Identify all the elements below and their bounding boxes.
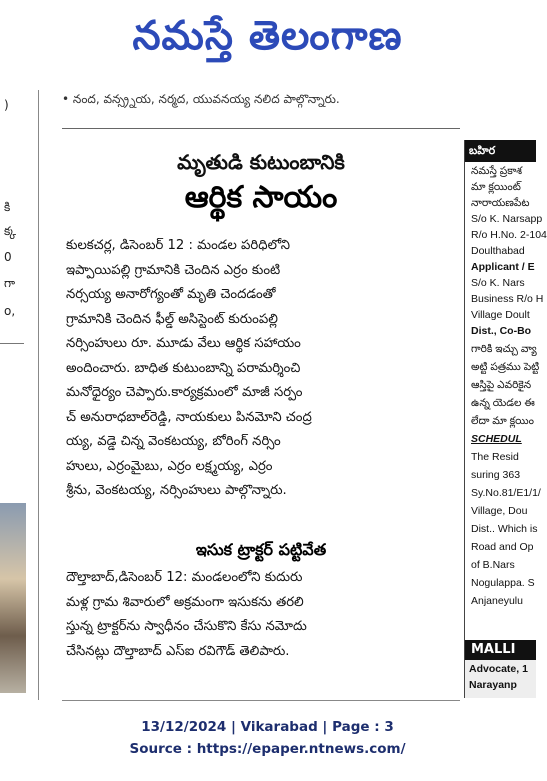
- ad-line: నారాయణపేట: [471, 197, 530, 209]
- previous-article-snippet: • నంద, వన్స్ర్నయ, నర్మద, యువనయ్య నలిద పాల్గొన్నారు.: [62, 92, 340, 106]
- left-column-fragment: [0, 88, 32, 700]
- ad-line: SCHEDUL: [471, 433, 522, 445]
- page-footer: [0, 716, 535, 760]
- article-line: గ్రామానికి చెందిన ఫీల్డ్ అసిస్టెంట్ కురుంపల్లి: [66, 311, 278, 327]
- ad-line: Applicant / E: [471, 261, 535, 273]
- article-line: మనోధైర్యం చెప్పారు.కార్యక్రమంలో మాజీ సర్పం: [66, 385, 303, 400]
- article-headline: ఆర్థిక సాయం: [184, 180, 338, 215]
- article-line: య్య, వడ్డె చిన్న వెంకటయ్య, బోరింగ్ నర్సిం: [66, 434, 281, 449]
- ad-line: S/o K. Narsapp: [471, 213, 543, 225]
- article-line: హులు, ఎర్రంమైబు, ఎర్రం లక్ష్మయ్య, ఎర్రం: [66, 458, 273, 474]
- article-kicker: మృతుడి కుటుంబానికి: [177, 150, 345, 174]
- ad-line: Doulthabad: [471, 245, 525, 257]
- left-fragment-text: ): [4, 98, 9, 112]
- ad-line: Nogulappa. S: [471, 577, 535, 589]
- article-top-rule: [62, 128, 460, 129]
- article-line: మళ్ల గ్రామ శివారులో అక్రమంగా ఇసుకను తరలి: [66, 594, 304, 610]
- ad-line: R/o H.No. 2-104: [471, 229, 547, 241]
- ad-line: Dist.. Which is: [471, 523, 538, 535]
- article-line: కులకచర్ల, డిసెంబర్ 12 : మండల పరిధిలోని: [66, 238, 291, 253]
- ad-line: లేదా మా క్లయిం: [471, 415, 534, 427]
- article-paragraph-1: [66, 234, 458, 504]
- edition-info: 13/12/2024 | Vikarabad | Page : 3: [141, 719, 394, 735]
- article-bottom-rule: [62, 700, 460, 701]
- ad-line: Business R/o H: [471, 293, 544, 305]
- ad-line: Road and Op: [471, 541, 534, 553]
- ad-line: The Resid: [471, 451, 519, 463]
- ad-line: Village Doult: [471, 309, 530, 321]
- article-line: నర్సయ్య అనారోగ్యంతో మృతి చెందడంతో: [66, 287, 276, 302]
- ad-line: of B.Nars: [471, 559, 515, 571]
- left-fragment-text: 0: [4, 250, 12, 264]
- ad-line: Village, Dou: [471, 505, 528, 517]
- article-line: అందించారు. బాధిత కుటుంబాన్ని పరామర్శించి: [66, 360, 301, 376]
- article-subhead: ఇసుక ట్రాక్టర్ పట్టివేత: [195, 540, 327, 559]
- left-fragment-text: క్క: [4, 224, 17, 238]
- ad-line: ఆస్తిపై ఎవరికైన: [471, 379, 532, 391]
- left-divider: [0, 343, 24, 344]
- article-line: ఇప్పాయిపల్లి గ్రామానికి చెందిన ఎర్రం కుంటి: [66, 262, 281, 278]
- ad-line: suring 363: [471, 469, 521, 481]
- ad-line: మా క్లయింట్: [471, 181, 521, 193]
- left-photo: [0, 503, 26, 693]
- article-line: స్తున్న ట్రాక్టర్‌ను స్వాధీనం చేసుకొని కేసు నమోదు: [66, 619, 307, 634]
- classified-ad: [464, 140, 547, 698]
- ad-line: S/o K. Nars: [471, 277, 525, 289]
- article-paragraph-2: [66, 566, 458, 664]
- ad-header: బహిర: [465, 140, 536, 162]
- ad-footer-title: MALLI: [465, 640, 536, 660]
- left-fragment-text: గా: [4, 276, 16, 290]
- ad-footer-line: Advocate, 1: [469, 663, 528, 675]
- ad-line: Anjaneyulu: [471, 595, 523, 607]
- ad-line: ఉన్న యెడల ఈ: [471, 397, 535, 409]
- left-fragment-text: o,: [4, 304, 16, 318]
- left-fragment-text: కి: [4, 200, 11, 214]
- masthead: [0, 0, 535, 82]
- article-line: చేసినట్లు దౌల్తాబాద్ ఎస్ఐ రవిగౌడ్ తెలిపారు.: [66, 643, 290, 659]
- ad-footer: [465, 640, 536, 698]
- article-line: దౌల్తాబాద్,డిసెంబర్ 12: మండలంలోని కుదురు: [66, 570, 303, 585]
- source-link[interactable]: Source : https://epaper.ntnews.com/: [129, 741, 406, 757]
- ad-line: Dist., Co-Bo: [471, 325, 532, 337]
- ad-line: నమస్తే ప్రకాశ: [471, 165, 523, 177]
- article-line: నర్సింహులు రూ. మూడు వేలు ఆర్థిక సహాయం: [66, 336, 301, 351]
- article-line: చ్ అనురాధబాల్‌రెడ్డి, నాయకులు పినమోని చంద్ర: [66, 409, 312, 425]
- newspaper-logo: నమస్తే తెలంగాణ: [132, 13, 403, 59]
- column-divider: [38, 90, 39, 700]
- news-article: [62, 128, 460, 698]
- ad-line: అట్టి పత్రము పెట్టి: [471, 361, 540, 373]
- ad-line: Sy.No.81/E1/1/: [471, 487, 541, 499]
- ad-line: గారికి ఇచ్చు వ్యా: [471, 343, 537, 355]
- ad-footer-line: Narayanp: [469, 679, 517, 691]
- article-line: శ్రీను, వెంకటయ్య, నర్సింహులు పాల్గొన్నారు.: [66, 483, 287, 498]
